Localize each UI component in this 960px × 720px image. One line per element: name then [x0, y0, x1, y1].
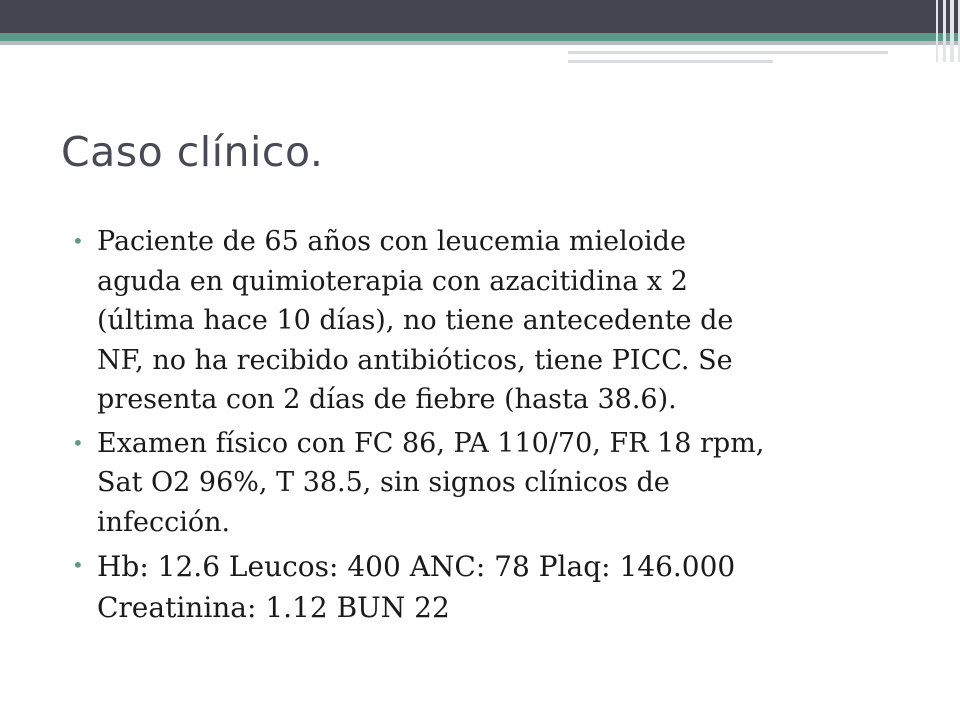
bullet-list	[72, 222, 912, 632]
bullet-dot-icon: •	[72, 229, 84, 253]
bullet-dot-icon: •	[72, 430, 84, 455]
bullet-item	[72, 424, 912, 543]
bullet-item	[72, 222, 912, 420]
bullet-line: aguda en quimioterapia con azacitidina x 2	[97, 265, 688, 297]
accent-band	[0, 33, 960, 41]
bullet-item	[72, 546, 912, 628]
bullet-line: Examen físico con FC 86, PA 110/70, FR 18 rpm,	[97, 427, 765, 459]
decorative-rule	[568, 51, 888, 54]
slide-title: Caso clínico.	[61, 128, 324, 176]
decorative-stripes	[930, 0, 960, 62]
bullet-line: infección.	[97, 506, 231, 538]
divider-band	[0, 41, 960, 45]
bullet-dot-icon: •	[72, 553, 84, 577]
decorative-rule	[568, 60, 773, 63]
bullet-line: (última hace 10 días), no tiene antecedente de	[97, 305, 734, 336]
bullet-line: NF, no ha recibido antibióticos, tiene PICC. Se	[97, 344, 733, 376]
bullet-line: Hb: 12.6 Leucos: 400 ANC: 78 Plaq: 146.000	[97, 550, 736, 583]
header-band	[0, 0, 960, 33]
bullet-line: presenta con 2 días de fiebre (hasta 38.6).	[97, 384, 677, 415]
bullet-line: Sat O2 96%, T 38.5, sin signos clínicos de	[97, 467, 670, 498]
bullet-line: Paciente de 65 años con leucemia mieloide	[97, 226, 686, 257]
bullet-line: Creatinina: 1.12 BUN 22	[97, 591, 450, 624]
